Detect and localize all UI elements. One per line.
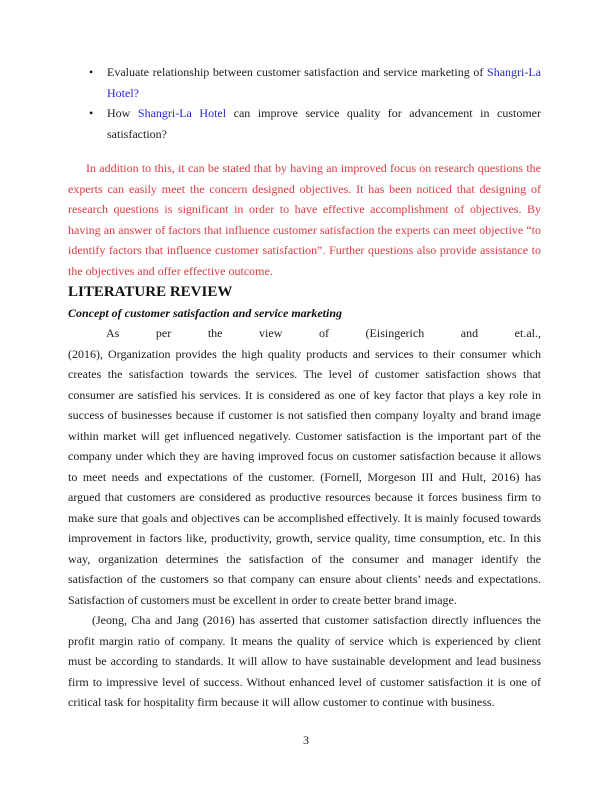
page-content bbox=[68, 62, 541, 713]
literature-paragraph-1 bbox=[68, 323, 541, 610]
paragraph-1-first-line: As per the view of (Eisingerich and et.al., bbox=[106, 326, 541, 340]
list-item-research-question-1 bbox=[68, 62, 541, 103]
section-heading-literature-review: LITERATURE REVIEW bbox=[68, 284, 233, 300]
list-item-research-question-2 bbox=[68, 103, 541, 144]
literature-paragraph-2: (Jeong, Cha and Jang (2016) has asserted that customer satisfaction directly influences the profit margin ratio of company. It means the quality of service which is experienced by client must be according to standards. It will allow to have sustainable development and lead business firm to impressive level of success. Without enhanced level of customer satisfaction it is one of critical task for hospitality firm because it will allow customer to continue with business. bbox=[68, 613, 541, 709]
bullet-2-text: How bbox=[107, 106, 138, 120]
bullet-icon: • bbox=[89, 65, 94, 79]
paragraph-1-body: (2016), Organization provides the high quality products and services to their consumer which creates the satisfaction towards the services. The level of customer satisfaction shows that consumer are satisfied his services. It is considered as one of key factor that plays a key role in success of businesses because if customer is not satisfied then company loyalty and brand image within market will get influenced negatively. Customer satisfaction is the important part of the company under which they are having improved focus on customer satisfaction because it allows to meet needs and expectations of the customer. (Fornell, Morgeson III and Hult, 2016) has argued that customers are considered as productive resources because it forces business firm to make sure that goals and objectives can be accomplished effectively. It is mainly focused towards improvement in factors like, productivity, growth, service quality, time consumption, etc. In this way, organization determines the satisfaction of the consumer and manager identify the satisfaction of the customers so that company can ensure about clients’ needs and expectations. Satisfaction of customers must be excellent in order to create better brand image. bbox=[68, 346, 541, 607]
research-questions-list bbox=[68, 62, 541, 144]
shangri-la-hotel-highlight: Shangri-La Hotel bbox=[137, 106, 227, 120]
bullet-2-text-end: can improve service quality for advancement in customer satisfaction? bbox=[107, 106, 541, 141]
shangri-la-hotel-highlight: Shangri-La Hotel? bbox=[107, 65, 541, 100]
section-subheading-concept: Concept of customer satisfaction and service marketing bbox=[68, 306, 342, 320]
bullet-icon: • bbox=[89, 106, 94, 120]
research-questions-note-paragraph: In addition to this, it can be stated that by having an improved focus on research questions the experts can easily meet the concern designed objectives. It has been noticed that designing of research questions is significant in order to have effective accomplishment of objectives. By having an answer of factors that influence customer satisfaction the experts can meet objective “to identify factors that influence customer satisfaction”. Further questions also provide assistance to the objectives and offer effective outcome. bbox=[68, 161, 541, 278]
bullet-1-text: Evaluate relationship between customer satisfaction and service marketing of bbox=[107, 65, 488, 79]
page-number: 3 bbox=[303, 733, 309, 747]
